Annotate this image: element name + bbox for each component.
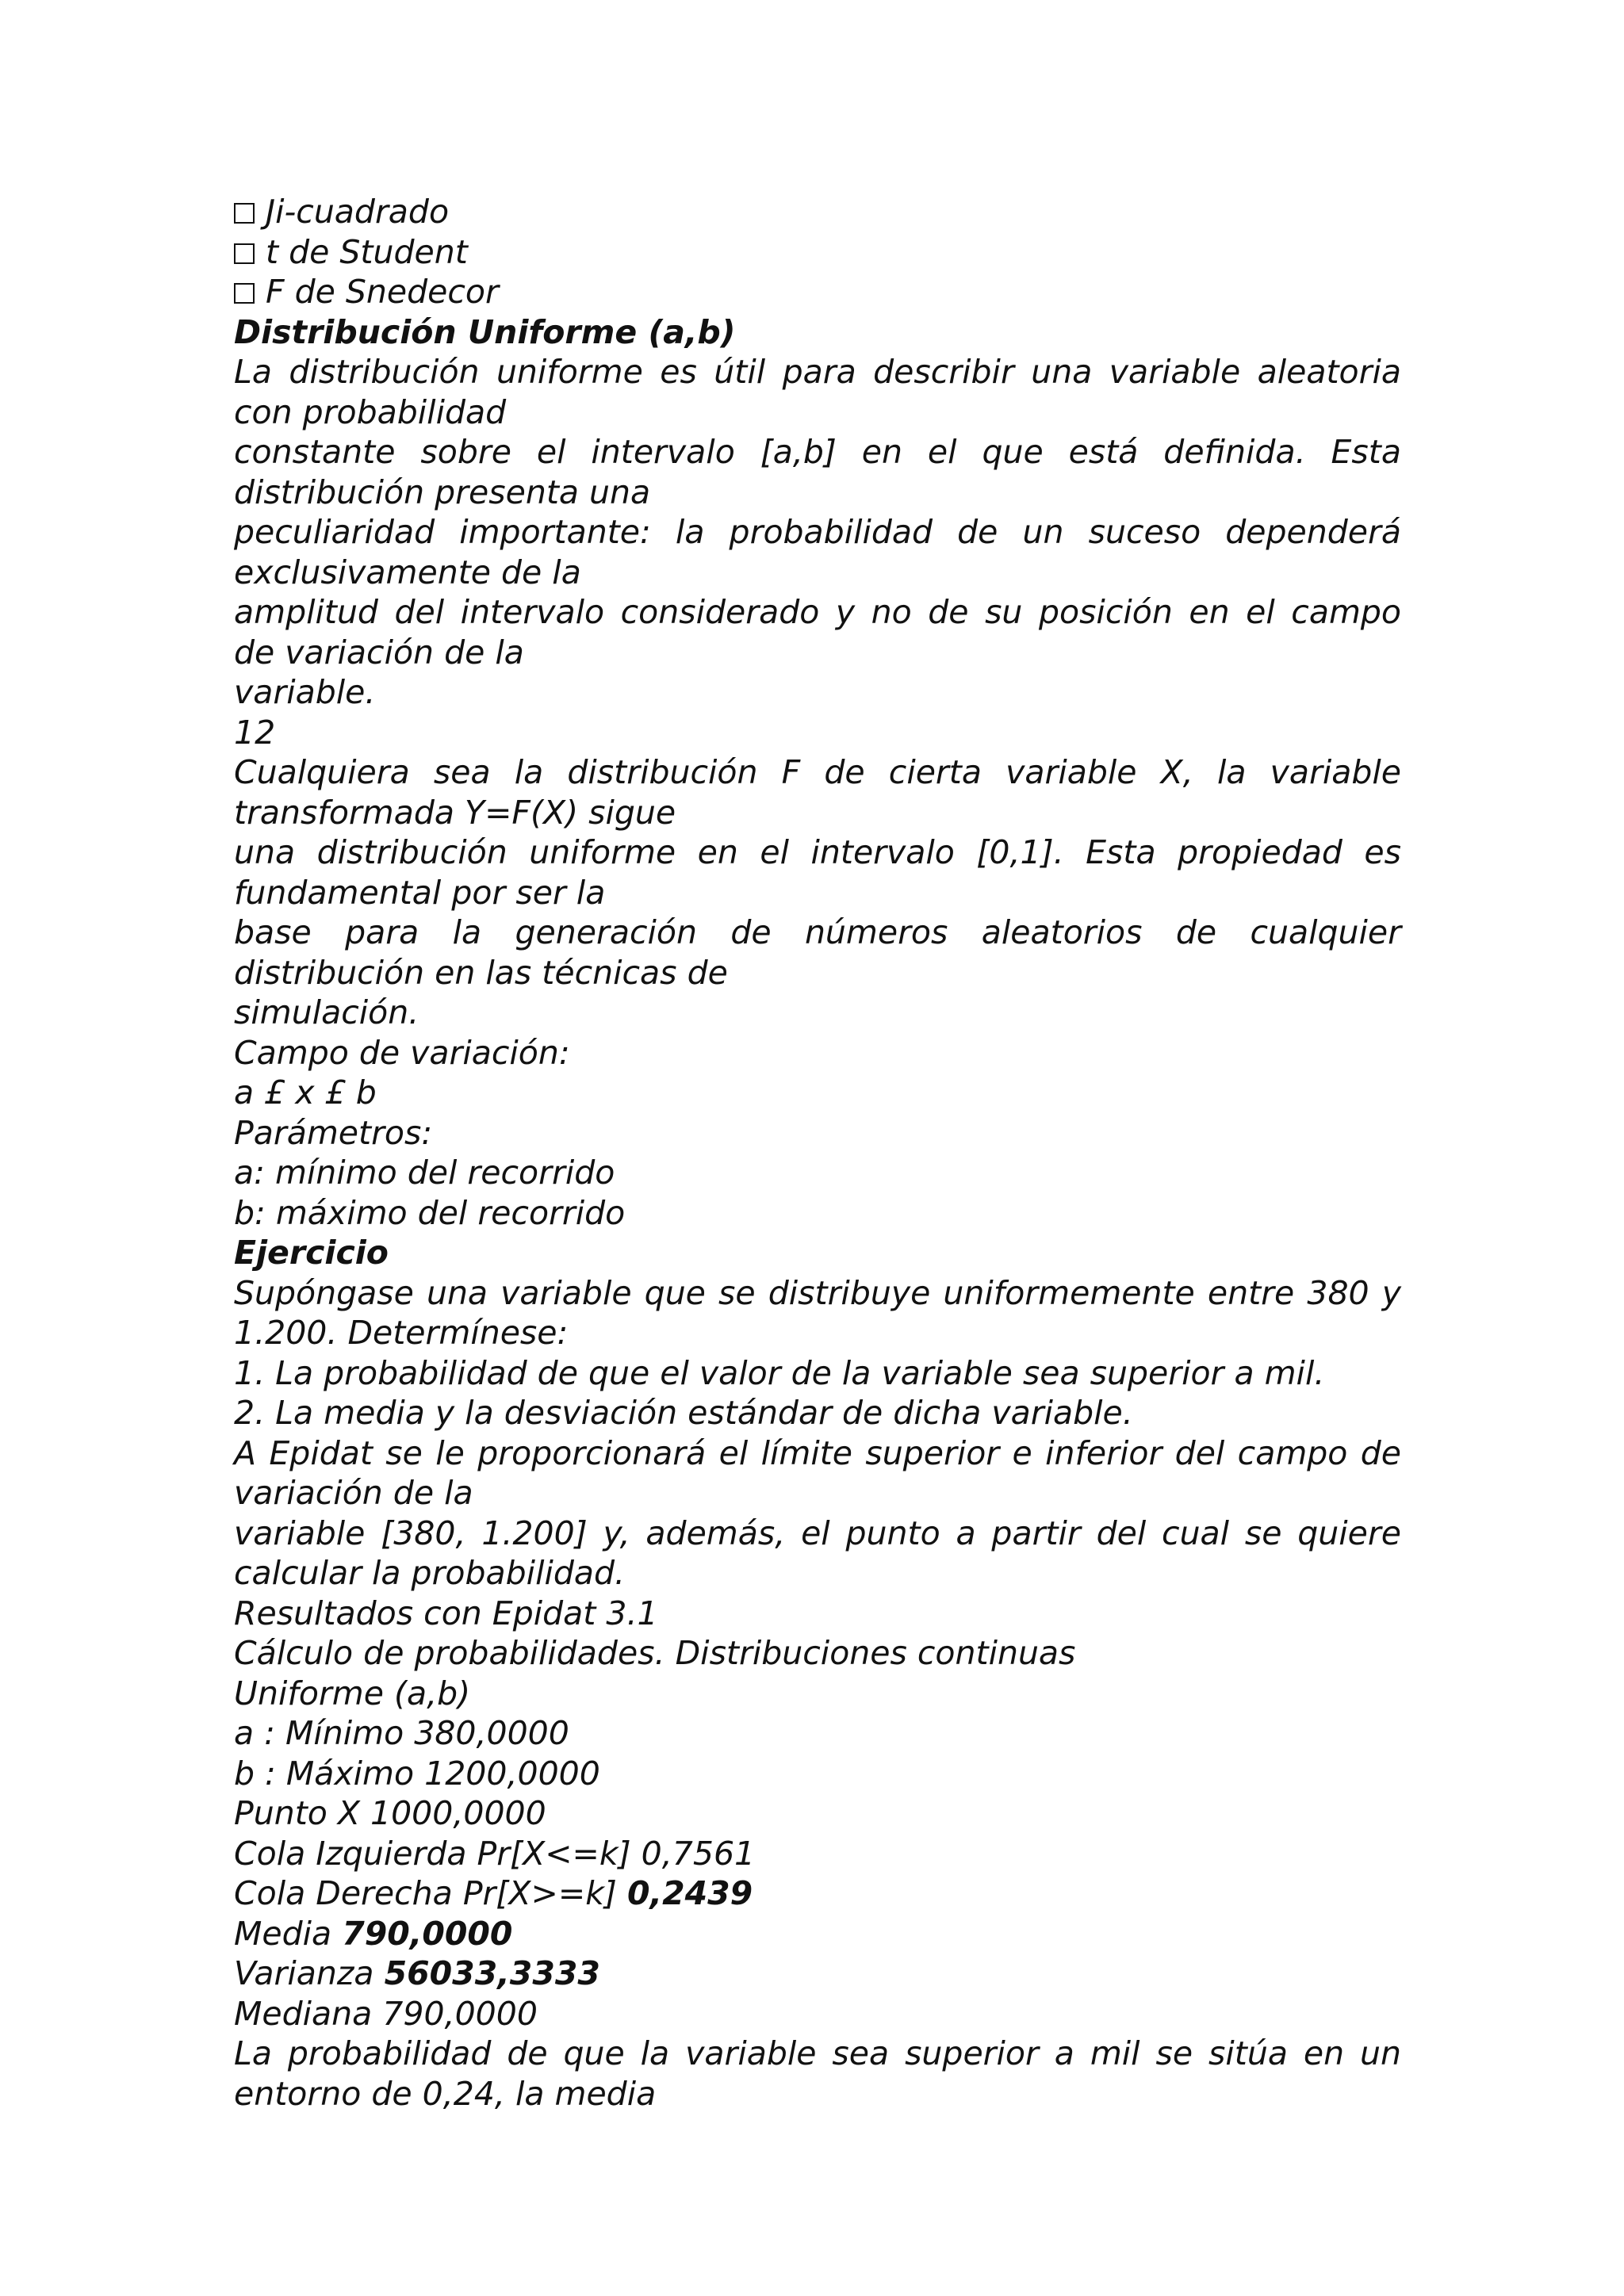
text-line: simulación.	[234, 993, 419, 1031]
text-line: de variación de la	[234, 633, 524, 672]
param-a: a: mínimo del recorrido	[234, 1154, 615, 1192]
checklist-item	[234, 272, 1401, 312]
text-line: variable.	[234, 673, 376, 711]
text-line: distribución en las técnicas de	[234, 953, 728, 992]
text-line: entorno de 0,24, la media	[234, 2074, 657, 2113]
result-label: Cola Derecha Pr[X>=k]	[234, 1874, 627, 1912]
text-line: Cola Izquierda Pr[X<=k] 0,7561	[234, 1834, 756, 1873]
text-line: constante sobre el intervalo [a,b] en el que está definida. Esta	[234, 433, 1401, 471]
checklist-item-label: Ji-cuadrado	[266, 193, 450, 231]
paragraph-uniform-description	[234, 352, 1401, 713]
checklist-item-label: t de Student	[266, 232, 468, 271]
result-value: 56033,3333	[384, 1954, 600, 1992]
section-heading: Distribución Uniforme (a,b)	[234, 312, 736, 351]
checklist-item	[234, 232, 1401, 273]
text-line: Resultados con Epidat 3.1	[234, 1594, 658, 1632]
text-line: La distribución uniforme es útil para describir una variable aleatoria	[234, 353, 1401, 391]
text-line: 1.200. Determínese:	[234, 1314, 569, 1352]
param-b: b: máximo del recorrido	[234, 1193, 626, 1232]
text-line: base para la generación de números aleatorios de cualquier	[234, 913, 1401, 951]
text-line: Punto X 1000,0000	[234, 1794, 546, 1832]
text-line: distribución presenta una	[234, 473, 651, 511]
text-line: amplitud del intervalo considerado y no de su posición en el campo	[234, 593, 1401, 631]
checklist-item-label: F de Snedecor	[266, 273, 499, 311]
checkbox-icon	[234, 243, 255, 264]
text-line: exclusivamente de la	[234, 553, 581, 591]
text-line: Uniforme (a,b)	[234, 1674, 471, 1712]
page-number: 12	[234, 713, 276, 752]
text-line: peculiaridad importante: la probabilidad de un suceso dependerá	[234, 513, 1401, 551]
text-line: transformada Y=F(X) sigue	[234, 793, 676, 832]
text-line: variable [380, 1.200] y, además, el punto a partir del cual se quiere	[234, 1513, 1401, 1552]
text-line: La probabilidad de que la variable sea superior a mil se sitúa en un	[234, 2034, 1401, 2072]
mediana-line: Mediana 790,0000	[234, 1994, 538, 2033]
result-row	[234, 1873, 1401, 1914]
campo-label: Campo de variación:	[234, 1033, 570, 1072]
text-line: una distribución uniforme en el intervalo [0,1]. Esta propiedad es	[234, 833, 1401, 871]
text-line: 1. La probabilidad de que el valor de la variable sea superior a mil.	[234, 1353, 1325, 1392]
result-value: 0,2439	[626, 1874, 753, 1912]
text-line: fundamental por ser la	[234, 873, 606, 912]
paragraph-transformation	[234, 752, 1401, 1033]
parametros-label: Parámetros:	[234, 1113, 433, 1152]
result-row	[234, 1914, 1401, 1954]
text-line: calcular la probabilidad.	[234, 1554, 626, 1592]
text-line: Cualquiera sea la distribución F de cierta variable X, la variable	[234, 753, 1401, 791]
text-line: Cálculo de probabilidades. Distribuciones continuas	[234, 1634, 1076, 1672]
result-row	[234, 1954, 1401, 1994]
ejercicio-body	[234, 1273, 1401, 1874]
ejercicio-heading: Ejercicio	[234, 1234, 389, 1272]
text-line: variación de la	[234, 1474, 473, 1512]
text-line: con probabilidad	[234, 392, 507, 431]
text-line: A Epidat se le proporcionará el límite superior e inferior del campo de	[234, 1433, 1401, 1472]
text-line: Supóngase una variable que se distribuye uniformemente entre 380 y	[234, 1273, 1401, 1312]
text-line: a : Mínimo 380,0000	[234, 1714, 569, 1752]
result-label: Media	[234, 1914, 343, 1953]
campo-value: a £ x £ b	[234, 1073, 377, 1112]
checkbox-icon	[234, 283, 255, 304]
result-value: 790,0000	[342, 1914, 513, 1953]
text-line: 2. La media y la desviación estándar de dicha variable.	[234, 1394, 1133, 1432]
checklist-item	[234, 192, 1401, 232]
text-line: b : Máximo 1200,0000	[234, 1754, 600, 1793]
result-label: Varianza	[234, 1954, 385, 1992]
document-page	[234, 192, 1401, 2114]
paragraph-conclusion	[234, 2034, 1401, 2114]
checkbox-icon	[234, 203, 255, 224]
